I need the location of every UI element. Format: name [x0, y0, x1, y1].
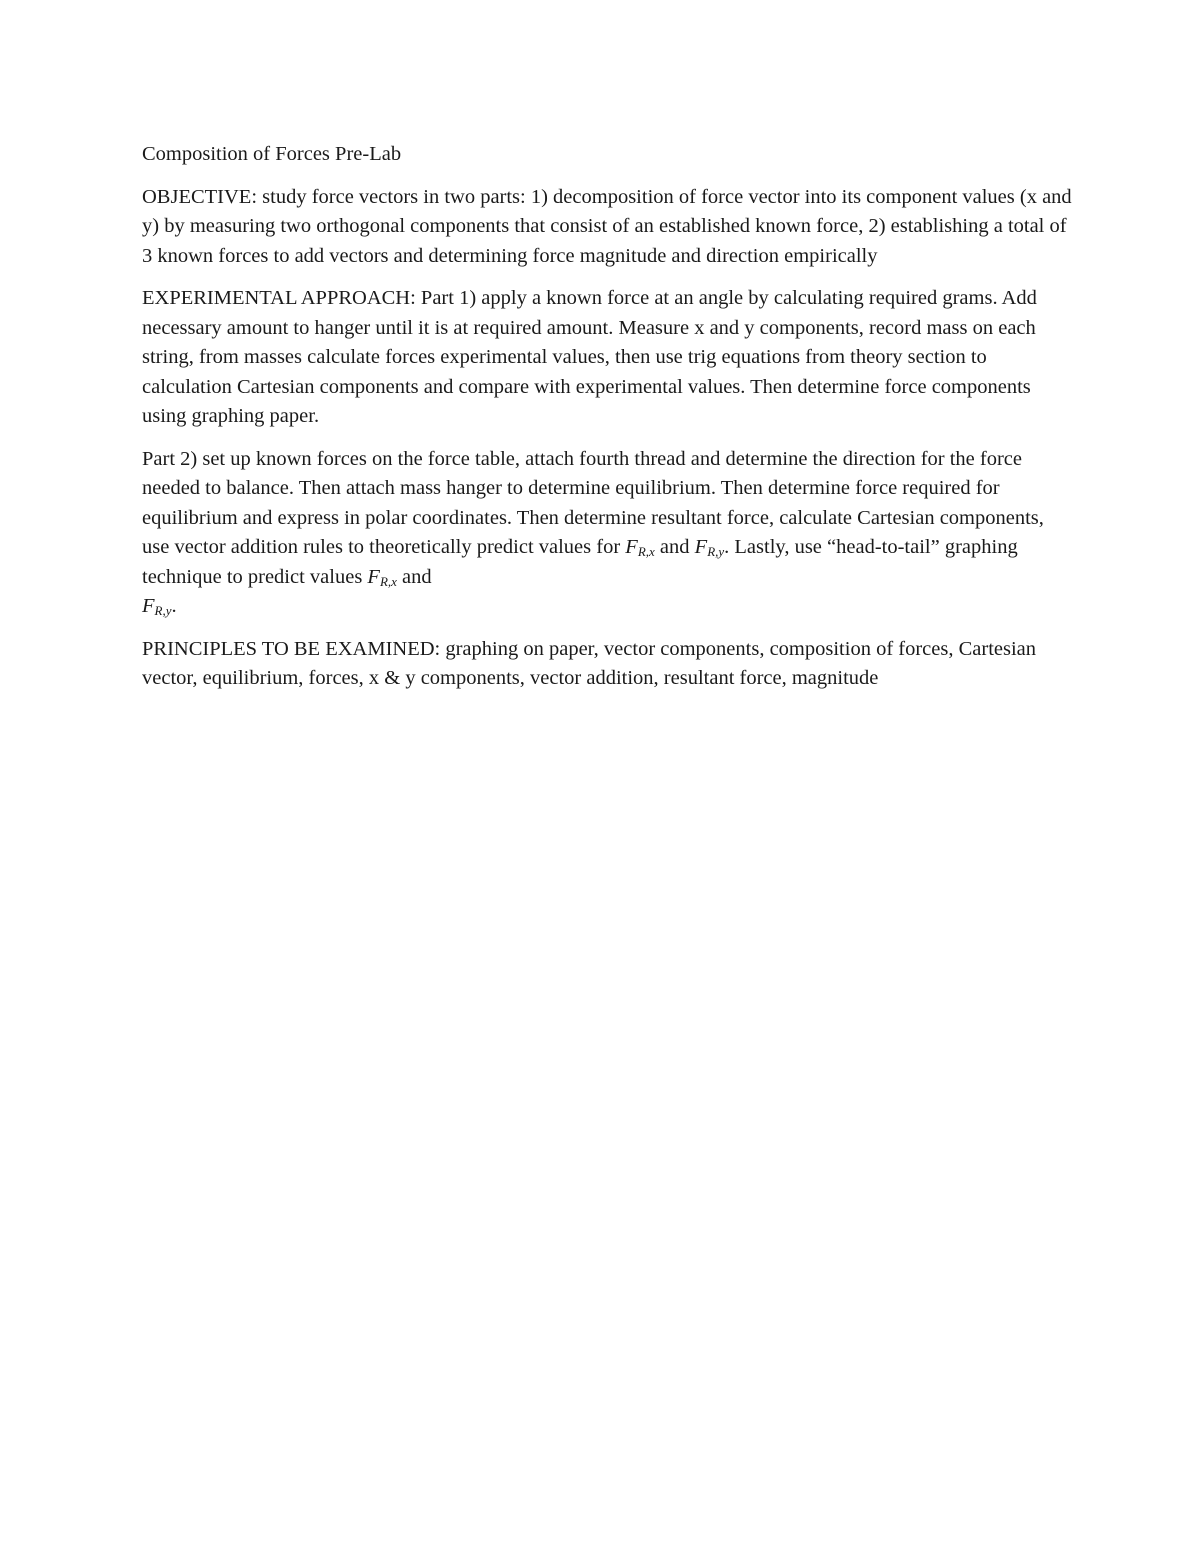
force-variable: F	[694, 536, 708, 558]
part2-text-4: and	[396, 565, 432, 588]
part2-text-5: .	[171, 595, 177, 617]
force-variable: F	[625, 536, 638, 558]
force-variable: F	[142, 595, 155, 617]
document-title: Composition of Forces Pre-Lab	[142, 143, 402, 165]
part2-text-3: . Lastly, use “head-to-tail” graphing technique to predict values	[142, 536, 1018, 588]
objective-paragraph: OBJECTIVE: study force vectors in two parts: 1) decomposition of force vector into its component values (x and y) by measuring two orthogonal components that consist of an established known force, 2) establishing a total of 3 known forces to add vectors and determining force magnitude and direction empirically	[142, 185, 1072, 267]
force-subscript: R,x	[379, 573, 397, 589]
force-subscript: R,x	[637, 544, 655, 559]
part2-paragraph	[142, 445, 1072, 622]
document-body	[142, 140, 1072, 707]
part2-text-1: Part 2) set up known forces on the force table, attach fourth thread and determine the direction for the force needed to balance. Then attach mass hanger to determine equilibrium. Then determine force required for equilibrium and express in polar coordinates. Then determine resultant force, calculate Cartesian components, use vector addition rules to theoretically predict values for	[142, 447, 1044, 558]
force-subscript: R,y	[154, 603, 172, 618]
force-subscript: R,y	[707, 544, 725, 559]
principles-paragraph: PRINCIPLES TO BE EXAMINED: graphing on paper, vector components, composition of forces, Cartesian vector, equilibrium, forces, x & y components, vector addition, resultant force, magnitude	[142, 637, 1037, 689]
force-variable: F	[367, 565, 380, 588]
part2-text-2: and	[654, 536, 695, 558]
experimental-approach-paragraph: EXPERIMENTAL APPROACH: Part 1) apply a known force at an angle by calculating required grams. Add necessary amount to hanger until it is at required amount. Measure x and y components, record mass on each string, from masses calculate forces experimental values, then use trig equations from theory section to calculation Cartesian components and compare with experimental values. Then determine force components using graphing paper.	[142, 287, 1037, 427]
